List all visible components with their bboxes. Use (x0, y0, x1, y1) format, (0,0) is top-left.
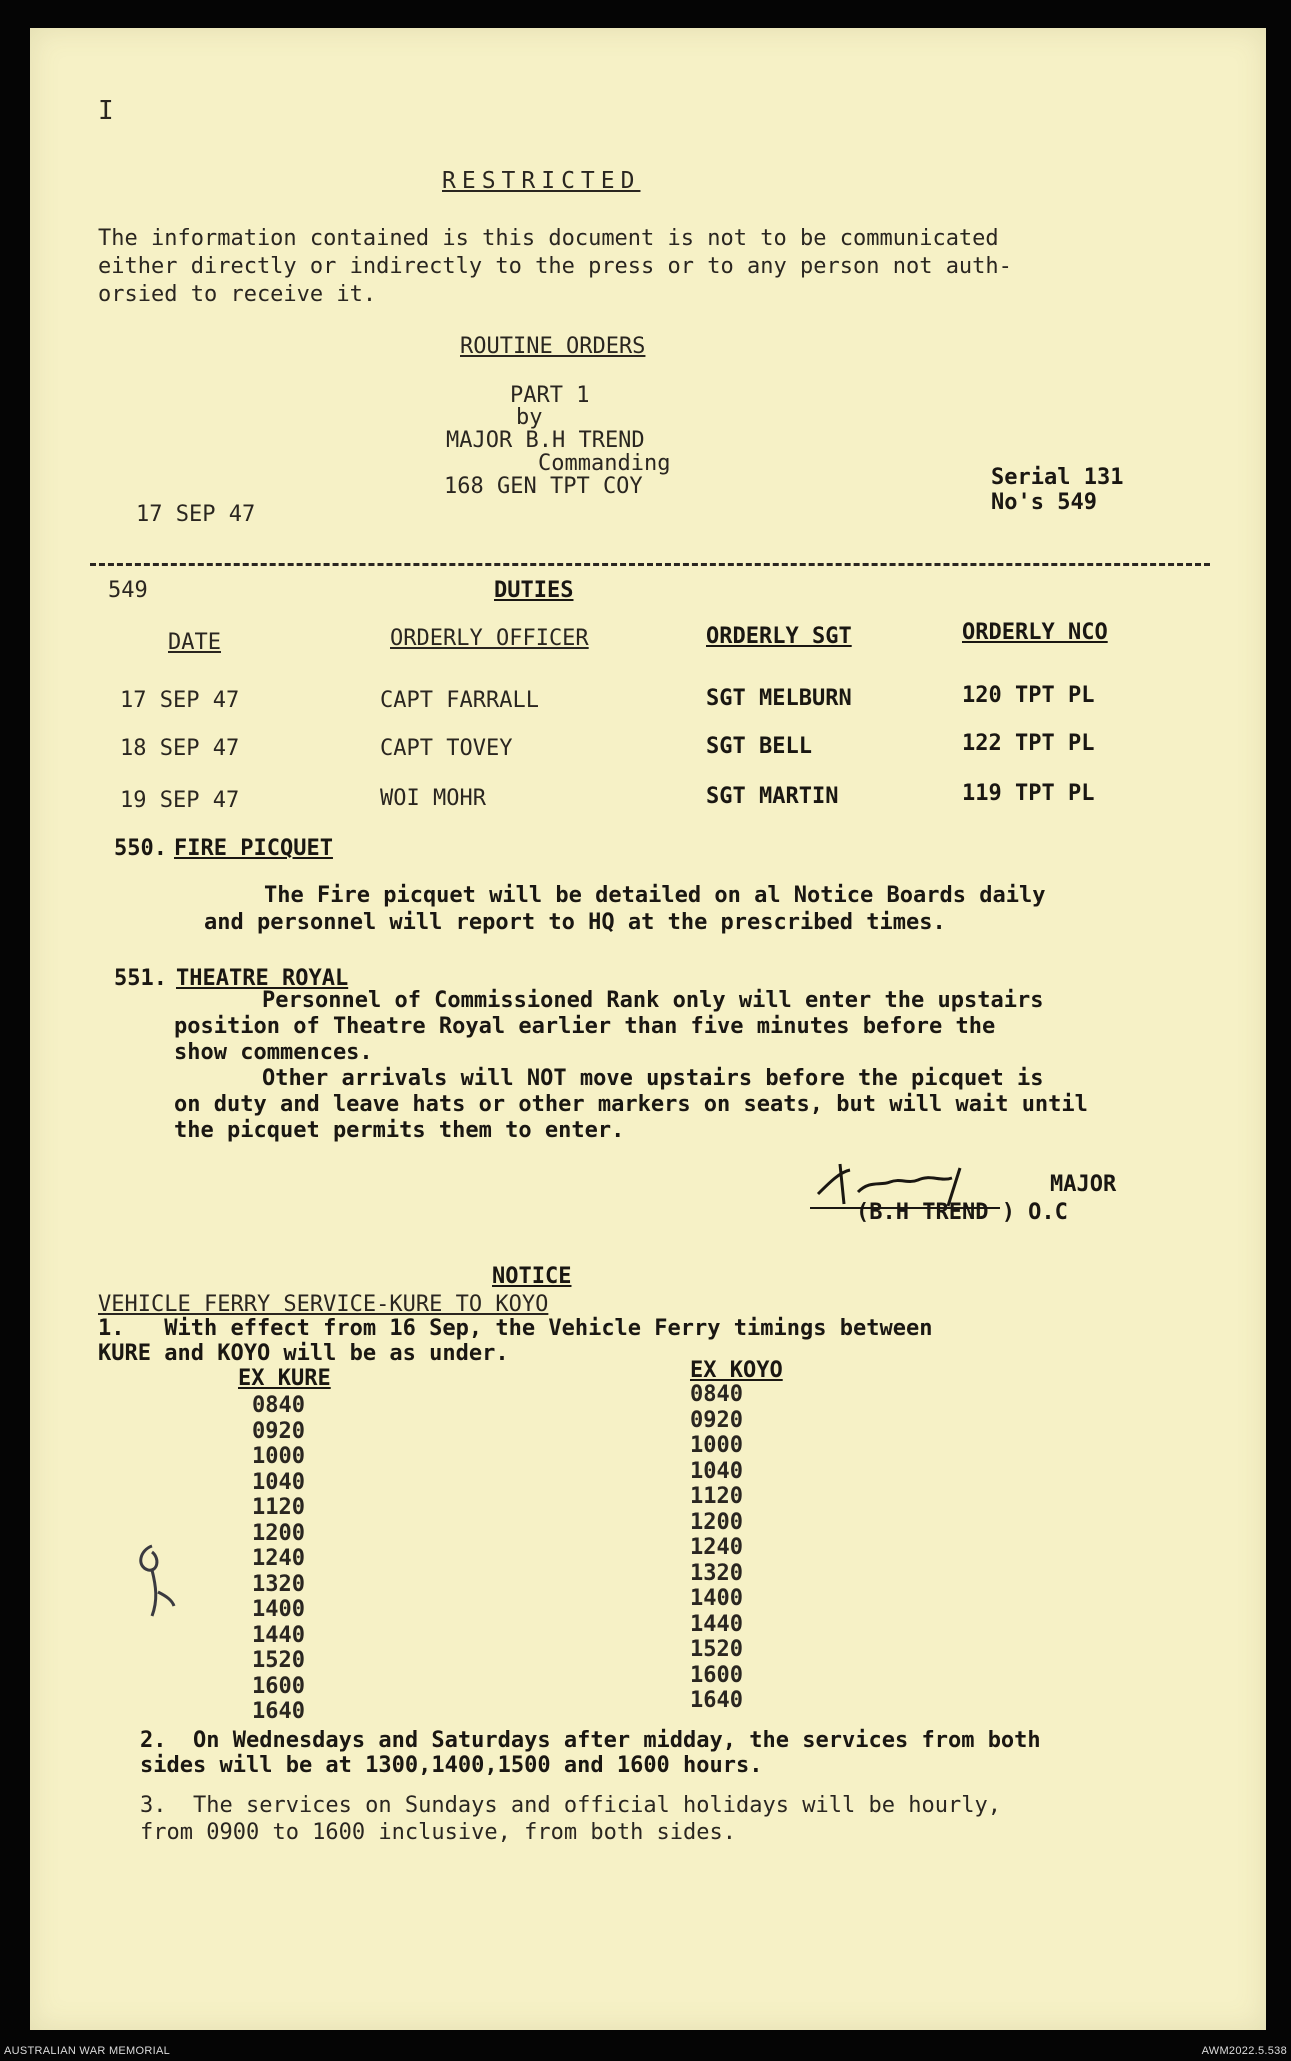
ex-kure-time: 1120 (252, 1495, 305, 1520)
ex-koyo-time: 1400 (690, 1586, 743, 1611)
ex-kure-time: 1320 (252, 1571, 305, 1597)
ex-kure-time: 1440 (252, 1622, 305, 1648)
ex-kure-time: 1640 (252, 1699, 305, 1724)
unit-name: 168 GEN TPT COY (444, 474, 643, 499)
signature-name: (B.H TREND ) O.C (856, 1200, 1068, 1225)
serial-number: Serial 131 (991, 465, 1124, 490)
ex-kure-time: 1240 (252, 1546, 305, 1571)
ex-kure-time: 0920 (252, 1418, 305, 1444)
notice-intro-line-1: 1. With effect from 16 Sep, the Vehicle Ferry timings between (98, 1316, 933, 1341)
caveat-line-2: either directly or indirectly to the press or to any person not auth- (98, 254, 1012, 279)
duties-heading: DUTIES (494, 578, 574, 603)
theatre-line-6: the picquet permits them to enter. (174, 1118, 625, 1143)
fire-picquet-line-2: and personnel will report to HQ at the prescribed times. (204, 910, 946, 935)
document-title: ROUTINE ORDERS (460, 334, 646, 359)
theatre-royal-heading: THEATRE ROYAL (176, 966, 349, 991)
ex-kure-time: 0840 (252, 1393, 305, 1418)
ex-kure-time: 1200 (252, 1520, 305, 1546)
duty-row-3-sgt: SGT MARTIN (706, 784, 839, 809)
duty-row-3-date: 19 SEP 47 (120, 788, 240, 813)
notice-para-3-line-1: 3. The services on Sundays and official holidays will be hourly, (140, 1793, 1001, 1818)
ex-kure-time: 1520 (252, 1648, 305, 1673)
footer-left-label: AUSTRALIAN WAR MEMORIAL (4, 2045, 171, 2057)
commander-name: MAJOR B.H TREND (446, 428, 645, 453)
notice-para-3-line-2: from 0900 to 1600 inclusive, from both sides. (140, 1820, 737, 1845)
duty-row-1-sgt: SGT MELBURN (706, 686, 852, 711)
ex-koyo-time: 1040 (690, 1458, 743, 1484)
footer-right-label: AWM2022.5.538 (1201, 2045, 1287, 2057)
ex-koyo-label: EX KOYO (690, 1358, 783, 1383)
caveat-line-3: orsied to receive it. (98, 282, 377, 307)
ex-koyo-time: 1640 (690, 1688, 743, 1713)
duty-row-2-officer: CAPT TOVEY (380, 736, 513, 761)
fire-picquet-line-1: The Fire picquet will be detailed on al Notice Boards daily (264, 883, 1046, 908)
notice-para-2-line-2: sides will be at 1300,1400,1500 and 1600 hours. (140, 1753, 763, 1778)
theatre-line-4: Other arrivals will NOT move upstairs before the picquet is (262, 1066, 1044, 1091)
duty-row-1-nco: 120 TPT PL (962, 683, 1095, 708)
ex-koyo-time: 1440 (690, 1611, 743, 1637)
page-mark: I (98, 96, 114, 126)
ex-kure-label: EX KURE (238, 1366, 331, 1391)
duty-row-1-officer: CAPT FARRALL (380, 688, 539, 713)
signature-rank: MAJOR (1050, 1172, 1117, 1197)
ex-koyo-time: 1520 (690, 1637, 743, 1662)
ex-koyo-time: 1600 (690, 1662, 743, 1688)
caveat-line-1: The information contained is this document is not to be communicated (98, 226, 999, 251)
ex-koyo-time: 1000 (690, 1433, 743, 1458)
duties-number: 549 (108, 578, 148, 603)
theatre-line-2: position of Theatre Royal earlier than five minutes before the (174, 1014, 996, 1039)
theatre-line-1: Personnel of Commissioned Rank only will enter the upstairs (262, 988, 1044, 1013)
duty-row-2-nco: 122 TPT PL (962, 731, 1095, 756)
ex-kure-times (252, 1393, 305, 1725)
ex-kure-time: 1000 (252, 1444, 305, 1469)
ex-koyo-times (690, 1382, 743, 1714)
classification-heading: RESTRICTED (442, 168, 641, 194)
notice-intro-line-2: KURE and KOYO will be as under. (98, 1341, 509, 1366)
handwritten-margin-mark (122, 1536, 182, 1626)
order-numbers: No's 549 (991, 490, 1097, 515)
by-label: by (516, 405, 543, 430)
duties-header-officer: ORDERLY OFFICER (390, 626, 589, 651)
duty-row-2-date: 18 SEP 47 (120, 736, 240, 761)
fire-picquet-number: 550. (114, 836, 167, 861)
theatre-royal-number: 551. (114, 966, 167, 991)
ex-koyo-time: 0920 (690, 1407, 743, 1433)
duties-header-sgt: ORDERLY SGT (706, 624, 852, 649)
ex-koyo-time: 1240 (690, 1535, 743, 1560)
duties-header-date: DATE (168, 630, 221, 655)
part-label: PART 1 (510, 383, 590, 408)
ex-koyo-time: 1320 (690, 1560, 743, 1586)
ex-koyo-time: 0840 (690, 1382, 743, 1407)
theatre-line-5: on duty and leave hats or other markers on seats, but will wait until (174, 1092, 1088, 1117)
ex-koyo-time: 1120 (690, 1484, 743, 1509)
fire-picquet-heading: FIRE PICQUET (174, 836, 333, 861)
order-date: 17 SEP 47 (136, 502, 256, 527)
duty-row-3-officer: WOI MOHR (380, 786, 486, 811)
ex-kure-time: 1600 (252, 1673, 305, 1699)
ex-koyo-time: 1200 (690, 1509, 743, 1535)
ex-kure-time: 1400 (252, 1597, 305, 1622)
separator-rule (90, 563, 1210, 566)
duty-row-3-nco: 119 TPT PL (962, 781, 1095, 806)
duty-row-1-date: 17 SEP 47 (120, 688, 240, 713)
notice-para-2-line-1: 2. On Wednesdays and Saturdays after midday, the services from both (140, 1728, 1041, 1753)
duty-row-2-sgt: SGT BELL (706, 734, 812, 759)
notice-subheading: VEHICLE FERRY SERVICE-KURE TO KOYO (98, 1292, 549, 1317)
duties-header-nco: ORDERLY NCO (962, 620, 1108, 645)
theatre-line-3: show commences. (174, 1040, 373, 1065)
ex-kure-time: 1040 (252, 1469, 305, 1495)
commanding-label: Commanding (538, 451, 671, 476)
document-sheet (30, 28, 1266, 2030)
notice-heading: NOTICE (492, 1264, 572, 1289)
